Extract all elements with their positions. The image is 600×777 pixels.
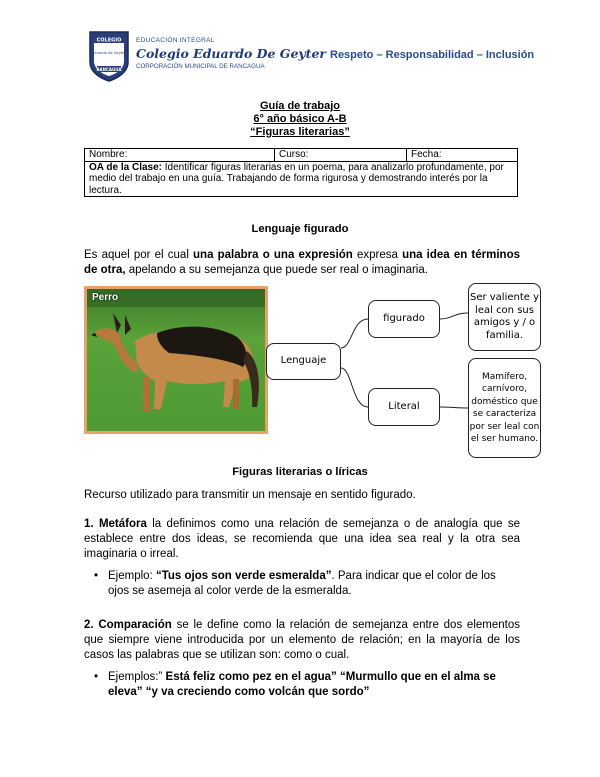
comparacion-examples	[108, 670, 520, 700]
logo-mid-text: Eduardo de Geyter	[92, 51, 126, 55]
connector-root-figurado	[341, 319, 368, 348]
course-field[interactable]: Curso:	[275, 149, 407, 162]
photo-label: Perro	[92, 292, 119, 303]
doc-title-line1: Guía de trabajo	[259, 100, 341, 112]
date-field[interactable]: Fecha:	[407, 149, 518, 162]
def-text-2: expresa	[352, 249, 403, 261]
comparacion-title: 2. Comparación	[84, 619, 172, 631]
school-name: Colegio Eduardo De Geyter	[136, 46, 326, 61]
figuras-intro: Recurso utilizado para transmitir un mensaje en sentido figurado.	[84, 489, 416, 501]
diagram-node-literal	[368, 388, 440, 426]
section-heading-figuras: Figuras literarias o líricas	[232, 466, 368, 478]
diagram-leaf-figurado	[468, 283, 541, 351]
metafora-paragraph	[84, 517, 520, 562]
school-motto: Respeto – Responsabilidad – Inclusión	[330, 49, 535, 61]
comparacion-example-label: Ejemplos:”	[108, 671, 166, 683]
metafora-example-label: Ejemplo:	[108, 570, 156, 582]
oa-label: OA de la Clase:	[89, 161, 162, 173]
metafora-text: la definimos como una relación de semejanza o de analogía que se establece entre dos ideas, se recomienda que una idea sea real y la otra sea imaginaria o irreal.	[84, 518, 521, 560]
connector-root-literal	[341, 368, 368, 407]
leaf-figurado-label: Ser valiente y leal con sus amigos y / o familia.	[469, 292, 540, 341]
diagram-node-lenguaje	[266, 343, 341, 380]
name-field[interactable]: Nombre:	[85, 149, 275, 162]
oa-text: Identificar figuras literarias en un poema, para analizarlo profundamente, por medio del trabajo en una guía. Trabajando de forma rigurosa y demostrando interés por la lectura.	[89, 161, 504, 196]
leaf-literal-label: Mamífero, carnívoro, doméstico que se caracteriza por ser leal con el ser humano.	[469, 371, 540, 444]
metafora-example-explanation: . Para indicar que el color de los ojos se asemeja al color verde de la esmeralda.	[108, 570, 496, 597]
logo-top-text: COLEGIO	[96, 37, 122, 44]
metafora-example-quote: “Tus ojos son verde esmeralda”	[155, 570, 332, 582]
def-text-1: Es aquel por el cual	[84, 249, 194, 261]
doc-title-line3: “Figuras literarias”	[250, 126, 350, 138]
def-bold-1: una palabra o una expresión	[193, 249, 353, 261]
def-bold-2: una idea en términos de otra,	[84, 249, 520, 276]
connector-figurado-leaf	[440, 313, 468, 319]
comparacion-text: se le define como la relación de semejanza entre dos elementos que siempre viene introducida por un elemento de relación; en la mayoría de los casos las palabras que se utilizan son: como o cual.	[84, 619, 520, 661]
metafora-title: 1. Metáfora	[84, 518, 147, 530]
node-literal-label: Literal	[388, 400, 420, 412]
comparacion-example-quotes: Está feliz como pez en el agua” “Murmullo que en el alma se eleva” “y va creciendo como volcán que sordo”	[108, 671, 496, 698]
node-lenguaje-label: Lenguaje	[280, 355, 327, 367]
section-heading-figurado: Lenguaje figurado	[251, 223, 349, 235]
diagram-node-figurado	[368, 300, 440, 338]
school-corporation: CORPORACIÓN MUNICIPAL DE RANCAGUA	[136, 63, 265, 70]
doc-title-line2: 6° año básico A-B	[253, 113, 347, 125]
connector-literal-leaf	[440, 407, 468, 408]
diagram-leaf-literal	[468, 358, 541, 458]
metafora-example	[108, 569, 520, 599]
def-text-3: apelando a su semejanza que puede ser real o imaginaria.	[125, 264, 428, 276]
school-tagline: EDUCACIÓN INTEGRAL	[136, 37, 215, 44]
node-figurado-label: figurado	[383, 312, 425, 324]
logo-bottom-text: RANCAGUA	[96, 66, 122, 72]
comparacion-paragraph	[84, 618, 520, 663]
